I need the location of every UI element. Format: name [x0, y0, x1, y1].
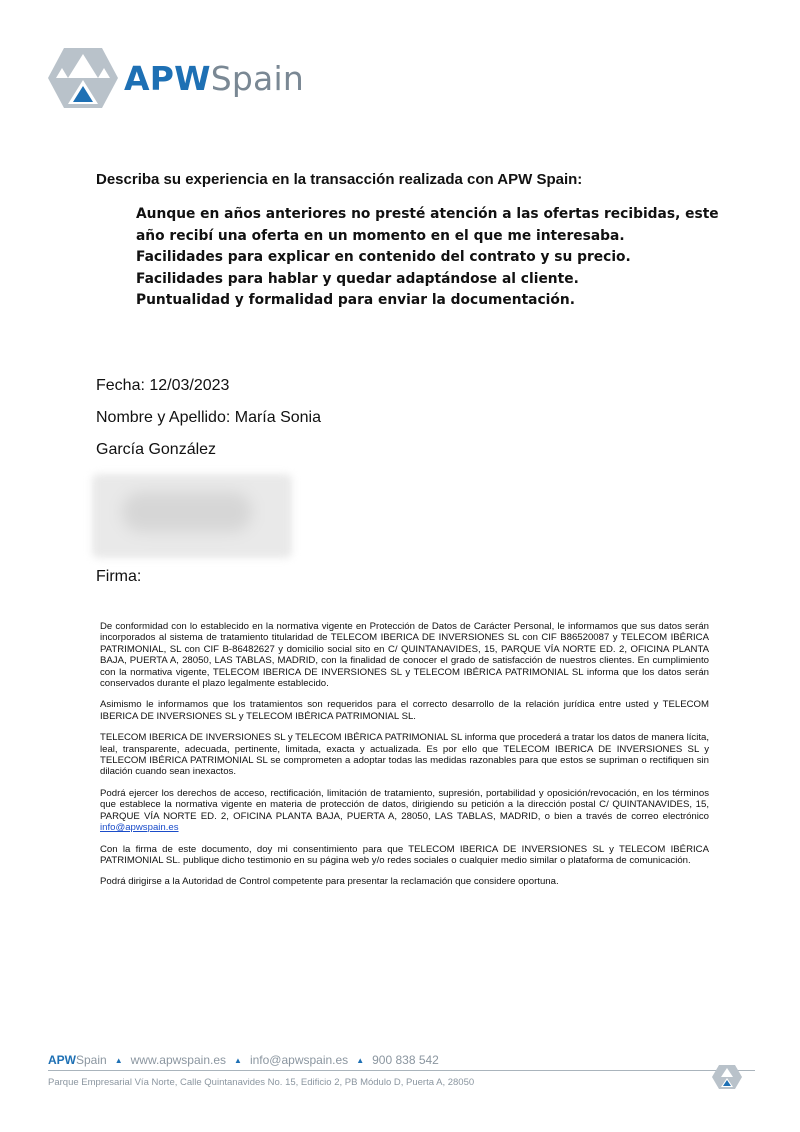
answer-line: Aunque en años anteriores no presté atención a las ofertas recibidas, este año recibí una oferta en un momento en el que me interesaba.: [136, 206, 719, 244]
triangle-icon: ▲: [114, 1055, 123, 1065]
name-field-continued: García González: [96, 441, 217, 458]
name-field: Nombre y Apellido: María Sonia: [96, 409, 321, 426]
apw-spain-logo: [48, 46, 304, 110]
footer-contacts: [48, 1053, 439, 1067]
legal-paragraph: TELECOM IBERICA DE INVERSIONES SL y TELECOM IBÉRICA PATRIMONIAL SL informa que procederá a tratar los datos de manera lícita, leal, transparente, adecuada, pertinente, limitada, exacta y actualizada. Es por ello que TELECOM IBERICA DE INVERSIONES SL y TELECOM IBÉRICA PATRIMONIAL SL se comprometen a adoptar todas las medidas razonables para que estos se supriman o rectifiquen sin dilación cuando sean inexactos.: [100, 732, 709, 778]
signature-label: Firma:: [96, 568, 142, 585]
legal-paragraph-rights: [100, 788, 709, 834]
footer-web-link[interactable]: www.apwspain.es: [130, 1053, 227, 1067]
triangle-icon: ▲: [234, 1055, 242, 1065]
footer-brand: APWSpain: [48, 1053, 107, 1067]
answer-line: Facilidades para explicar en contenido del contrato y su precio.: [136, 249, 631, 266]
footer-address: Parque Empresarial Vía Norte, Calle Quintanavides No. 15, Edificio 2, PB Módulo D, Puerta A, 28050: [48, 1077, 475, 1088]
legal-paragraph: Con la firma de este documento, doy mi consentimiento para que TELECOM IBERICA DE INVERSIONES SL y TELECOM IBÉRICA PATRIMONIAL SL. publique dicho testimonio en su página web y/o redes sociales o cualquier medio similar o plataforma de comunicación.: [100, 843, 709, 866]
answer-line: Puntualidad y formalidad para enviar la documentación.: [136, 292, 575, 309]
triangle-icon: ▲: [356, 1055, 365, 1065]
legal-paragraph: Podrá dirigirse a la Autoridad de Control competente para presentar la reclamación que considere oportuna.: [100, 876, 559, 888]
logo-wordmark: APWSpain: [124, 58, 304, 98]
apw-logo-mark-icon: [48, 46, 118, 110]
rights-text: Podrá ejercer los derechos de acceso, rectificación, limitación de tratamiento, supresión, portabilidad y oposición/revocación, en los términos que establece la normativa vigente en materia de protección de datos, dirigiendo su petición a la dirección postal C/ QUINTANAVIDES, 15, PARQUE VÍA NORTE ED. 2, OFICINA PLANTA BAJA, PUERTA A, 28050, LAS TABLAS, MADRID, o bien a través de correo electrónico: [100, 787, 709, 822]
footer-phone: 900 838 542: [372, 1053, 439, 1067]
answer-line: Facilidades para hablar y quedar adaptándose al cliente.: [136, 270, 579, 287]
redacted-signature: [92, 474, 292, 558]
legal-paragraph: Asimismo le informamos que los tratamientos son requeridos para el correcto desarrollo de la relación jurídica entre usted y TELECOM IBERICA DE INVERSIONES SL y TELECOM IBÉRICA PATRIMONIAL SL.: [100, 699, 709, 722]
privacy-notice: [100, 621, 709, 898]
question-heading: Describa su experiencia en la transacción realizada con APW Spain:: [96, 171, 583, 188]
date-field: Fecha: 12/03/2023: [96, 377, 230, 394]
apw-footer-mark-icon: [712, 1064, 742, 1090]
testimonial-answers: [136, 204, 726, 312]
email-link[interactable]: info@apwspain.es: [100, 822, 179, 834]
footer-email-link[interactable]: info@apwspain.es: [249, 1053, 349, 1067]
legal-paragraph: De conformidad con lo establecido en la normativa vigente en Protección de Datos de Carácter Personal, le informamos que sus datos serán incorporados al sistema de tratamiento titularidad de TELECOM IBERICA DE INVERSIONES SL con CIF B86520087 y TELECOM IBÉRICA PATRIMONIAL, SL con CIF B-86482627 y domicilio social sito en C/ QUINTANAVIDES, 15, PARQUE VÍA NORTE ED. 2, OFICINA PLANTA BAJA, PUERTA A, 28050, LAS TABLAS, MADRID, con la finalidad de conocer el grado de satisfacción de nuestros clientes. En cumplimiento con la normativa vigente, TELECOM IBERICA DE INVERSIONES SL y TELECOM IBÉRICA PATRIMONIAL SL informa que los datos serán conservados durante el plazo legalmente establecido.: [100, 621, 709, 690]
footer-divider: [48, 1070, 755, 1071]
